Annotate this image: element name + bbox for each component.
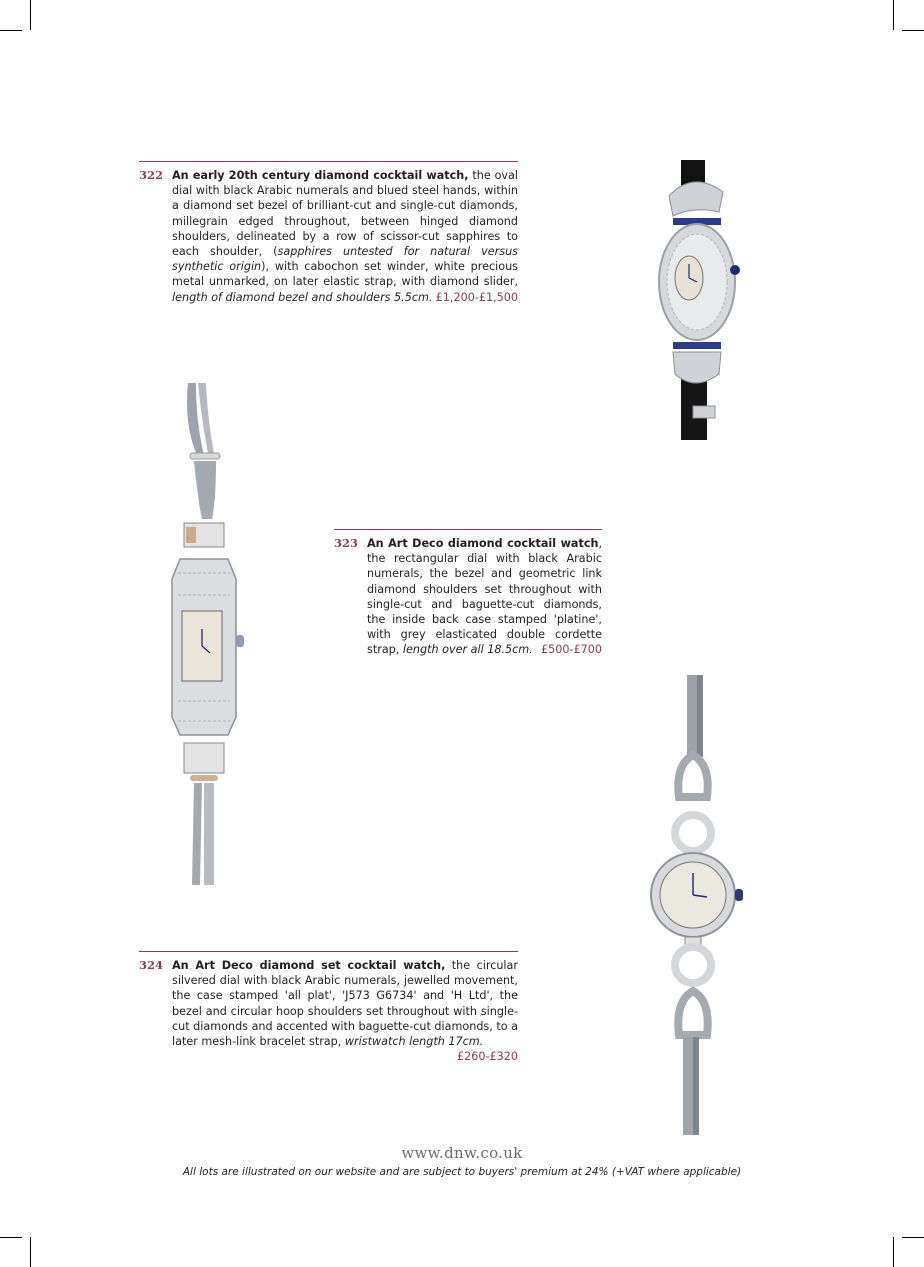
lot-dimensions: wristwatch length 17cm. bbox=[344, 1035, 484, 1049]
crop-mark bbox=[30, 0, 31, 30]
lot-description bbox=[172, 168, 518, 305]
lot-text: the circular silvered dial with black Arabic numerals, jewelled movement, the case stamped 'all plat', 'J573 G6734' and 'H Ltd', the bezel and circular hoop shoulders set throughout with single-cut diamonds and accented with baguette-cut diamonds, to a later mesh-link bracelet strap, bbox=[172, 959, 519, 1049]
lot-description bbox=[172, 958, 518, 1064]
lot-number: 323 bbox=[334, 536, 359, 550]
watch-322-photo bbox=[645, 160, 750, 440]
lot-estimate: £1,200-£1,500 bbox=[435, 290, 518, 304]
lot-description bbox=[367, 536, 602, 658]
footer-note: All lots are illustrated on our website and are subject to buyers' premium at 24% (+VAT where applicable) bbox=[182, 1166, 742, 1178]
lot-text: , the rectangular dial with black Arabic numerals, the bezel and geometric link diamond shoulders set throughout with single-cut and baguette-cut diamonds, the inside back case stamped 'platine', with grey elasticated double cordette strap, bbox=[367, 537, 602, 657]
lot-text: ), with cabochon set winder, white precious metal unmarked, on later elastic strap, with diamond slider, bbox=[172, 260, 518, 289]
crop-mark bbox=[0, 30, 22, 31]
lot-estimate: £500-£700 bbox=[541, 643, 602, 657]
lot-divider bbox=[139, 161, 518, 162]
crop-mark bbox=[0, 1237, 22, 1238]
crop-mark bbox=[893, 1237, 894, 1267]
lot-title: An Art Deco diamond cocktail watch bbox=[367, 537, 599, 550]
lot-322 bbox=[139, 161, 518, 311]
watch-324-photo bbox=[645, 675, 755, 1135]
lot-estimate: £260-£320 bbox=[457, 1050, 518, 1064]
crop-mark bbox=[902, 1237, 924, 1238]
lot-divider bbox=[139, 951, 518, 952]
watch-323-photo bbox=[168, 383, 246, 885]
lot-324 bbox=[139, 951, 519, 1064]
lot-divider bbox=[334, 529, 602, 530]
lot-title: An early 20th century diamond cocktail watch, bbox=[172, 169, 469, 182]
lot-number: 322 bbox=[139, 168, 164, 182]
lot-text: the oval dial with black Arabic numerals and blued steel hands, within a diamond set bezel of brilliant-cut and single-cut diamonds, millegrain edged throughout, between hinged diamond shoulders, delineated by a row of scissor-cut sapphires to each shoulder, ( bbox=[172, 169, 518, 259]
lot-dimensions: length of diamond bezel and shoulders 5.5cm. bbox=[172, 290, 433, 304]
lot-title: An Art Deco diamond set cocktail watch, bbox=[172, 959, 446, 972]
lot-323 bbox=[334, 529, 602, 659]
crop-mark bbox=[30, 1237, 31, 1267]
lot-dimensions: length over all 18.5cm. bbox=[402, 643, 533, 657]
crop-mark bbox=[893, 0, 894, 30]
footer-url[interactable]: www.dnw.co.uk bbox=[401, 1144, 523, 1162]
crop-mark bbox=[902, 30, 924, 31]
lot-italic-note: sapphires untested for natural versus synthetic origin bbox=[172, 245, 518, 274]
lot-number: 324 bbox=[139, 958, 164, 972]
